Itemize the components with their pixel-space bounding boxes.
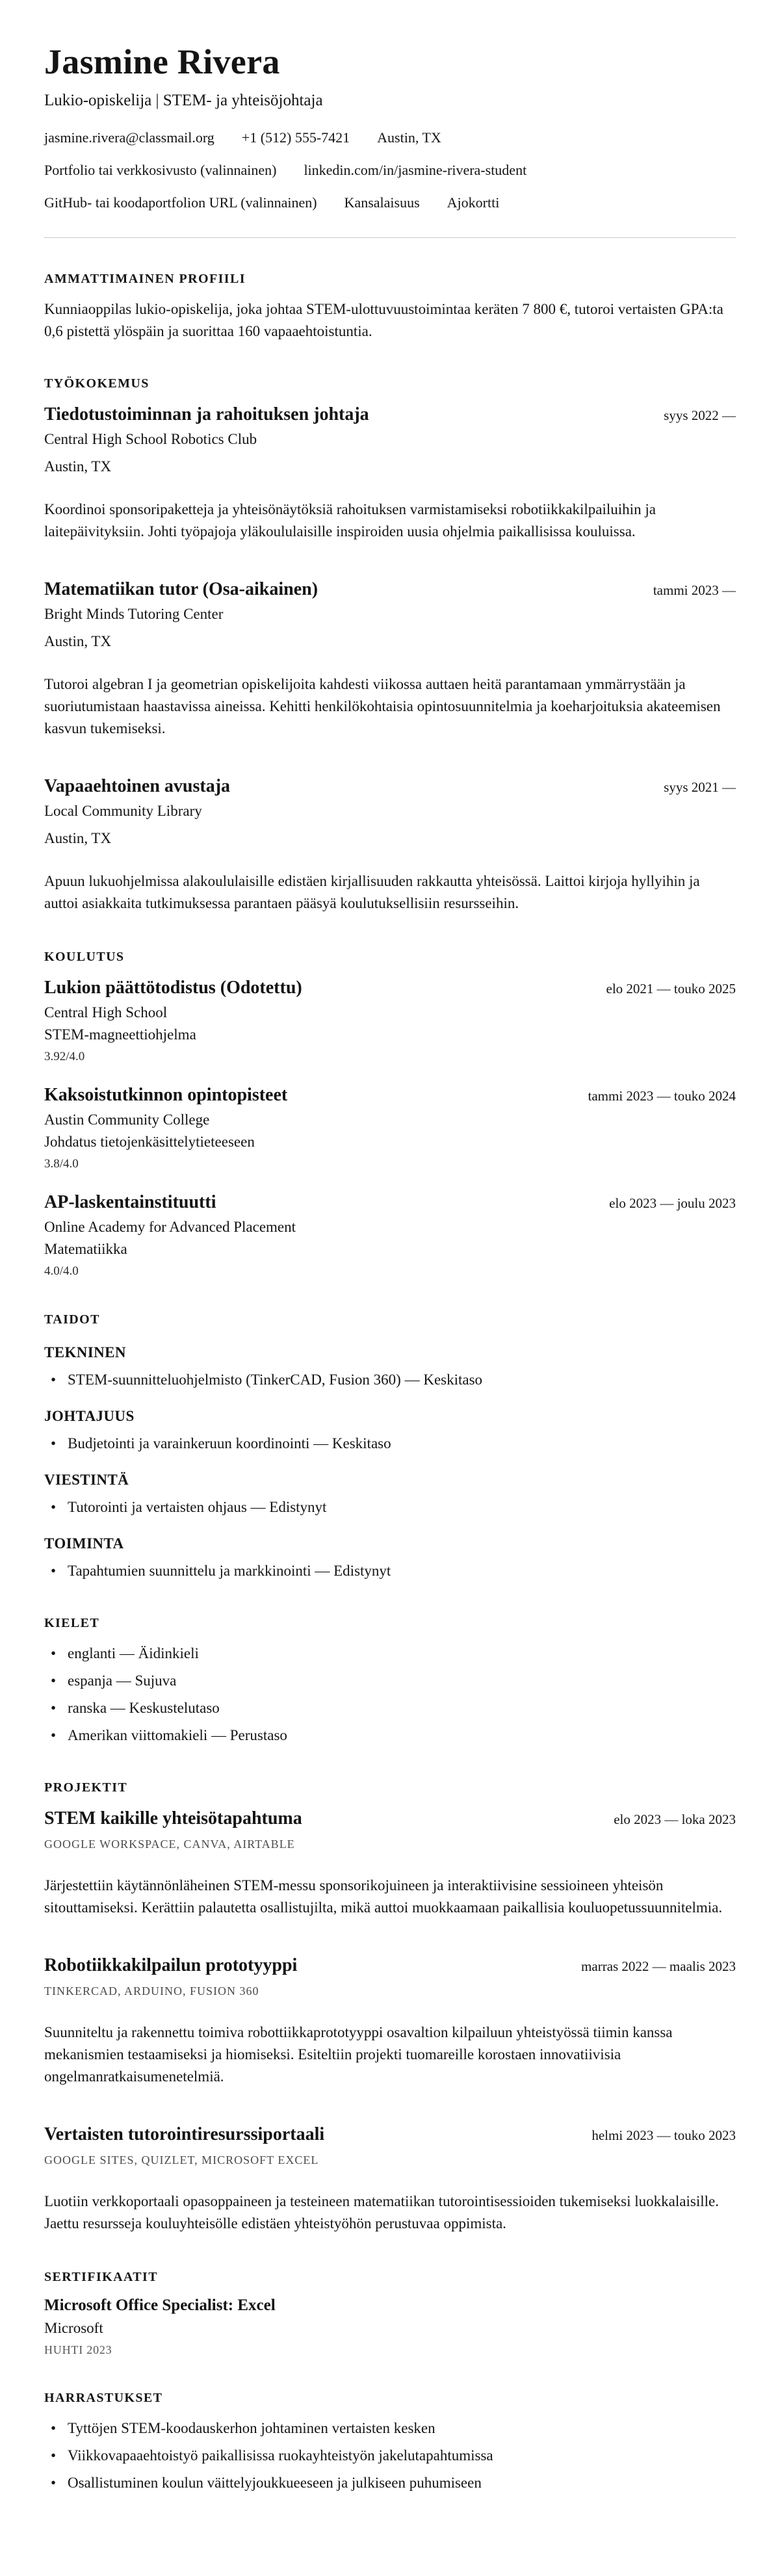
- project-entry: [44, 2123, 736, 2235]
- project-entry-header: [44, 1807, 736, 1830]
- contact-email: jasmine.rivera@classmail.org: [44, 129, 214, 146]
- contact-portfolio: Portfolio tai verkkosivusto (valinnainen): [44, 162, 277, 179]
- education-date: tammi 2023 — touko 2024: [588, 1088, 736, 1104]
- project-tools: GOOGLE SITES, QUIZLET, MICROSOFT EXCEL: [44, 2153, 319, 2167]
- project-description: Luotiin verkkoportaali opasoppaineen ja testeineen matematiikan tutorointisessioiden tukemiseksi luokkalaisille. Jaettu resursseja kouluyhteisölle edistäen yhteistyöhön perustuvaa oppimista.: [44, 2193, 719, 2232]
- job-description: Koordinoi sponsoripaketteja ja yhteisönäytöksiä rahoituksen varmistamiseksi robotiikkakilpailuihin ja laitepäivityksiin. Johti työpajoja yläkoululaisille inspiroiden uusia ohjelmia paikallisissa kouluissa.: [44, 501, 656, 540]
- project-description: Suunniteltu ja rakennettu toimiva robottiikkaprototyyppi osavaltion kilpailuun yhteistyössä tiimin kanssa mekanismien testaamiseksi ja hiomiseksi. Esiteltiin projekti tuomareille korostaen innovatiivisia ongelmanratkaisumenetelmiä.: [44, 2024, 673, 2085]
- section-work: [44, 376, 736, 915]
- contact-linkedin: linkedin.com/in/jasmine-rivera-student: [304, 162, 527, 179]
- language-item: • Amerikan viittomakieli — Perustaso: [44, 1724, 736, 1747]
- gpa-value: 3.8/4.0: [44, 1157, 79, 1171]
- job-title: Vapaaehtoinen avustaja: [44, 776, 231, 797]
- section-profile: [44, 272, 736, 343]
- skill-category-heading: VIESTINTÄ: [44, 1472, 129, 1489]
- job-location: Austin, TX: [44, 458, 112, 475]
- degree-title: Kaksoistutkinnon opintopisteet: [44, 1085, 288, 1106]
- cert-date: HUHTI 2023: [44, 2343, 112, 2357]
- skill-list: [44, 1369, 736, 1391]
- section-heading-skills: TAIDOT: [44, 1312, 100, 1327]
- language-item: • espanja — Sujuva: [44, 1670, 736, 1692]
- contact-row-3: [44, 194, 736, 211]
- skill-category: [44, 1472, 736, 1518]
- project-date: elo 2023 — loka 2023: [614, 1812, 736, 1828]
- project-entry: [44, 1954, 736, 2088]
- section-certifications: [44, 2270, 736, 2357]
- education-entry-header: [44, 1084, 736, 1106]
- job-title: Matematiikan tutor (Osa-aikainen): [44, 579, 318, 600]
- skill-category-heading: TEKNINEN: [44, 1344, 126, 1361]
- hobby-item: • Tyttöjen STEM-koodauskerhon johtaminen vertaisten kesken: [44, 2417, 736, 2439]
- language-list: [44, 1643, 736, 1747]
- cert-title: Microsoft Office Specialist: Excel: [44, 2296, 276, 2315]
- program-name: Johdatus tietojenkäsittelytieteeseen: [44, 1134, 255, 1151]
- project-tools: GOOGLE WORKSPACE, CANVA, AIRTABLE: [44, 1838, 295, 1851]
- section-heading-languages: KIELET: [44, 1616, 100, 1631]
- contact-row-2: [44, 162, 736, 179]
- contact-github: GitHub- tai koodaportfolion URL (valinnainen): [44, 194, 317, 211]
- education-date: elo 2021 — touko 2025: [606, 981, 736, 997]
- job-entry-header: [44, 578, 736, 601]
- subtitle: Lukio-opiskelija | STEM- ja yhteisöjohtaja: [44, 92, 323, 110]
- job-entry: [44, 403, 736, 543]
- job-date: syys 2022 —: [664, 408, 736, 424]
- skill-item: • Budjetointi ja varainkeruun koordinointi — Keskitaso: [44, 1433, 736, 1455]
- section-heading-certifications: SERTIFIKAATIT: [44, 2270, 158, 2285]
- project-date: helmi 2023 — touko 2023: [592, 2127, 736, 2144]
- skill-category-heading: TOIMINTA: [44, 1535, 124, 1552]
- skill-category-heading: JOHTAJUUS: [44, 1408, 135, 1425]
- profile-text: Kunniaoppilas lukio-opiskelija, joka johtaa STEM-ulottuvuustoimintaa keräten 7 800 €, tutoroi vertaisten GPA:ta 0,6 pistettä ylöspäin ja suorittaa 160 vapaaehtoistuntia.: [44, 301, 723, 340]
- job-location: Austin, TX: [44, 633, 112, 650]
- education-entry: [44, 1084, 736, 1171]
- skill-list: [44, 1496, 736, 1518]
- hobby-list: [44, 2417, 736, 2494]
- section-hobbies: [44, 2391, 736, 2494]
- skill-list: [44, 1560, 736, 1582]
- cert-issuer: Microsoft: [44, 2320, 103, 2337]
- skill-list: [44, 1433, 736, 1455]
- program-name: STEM-magneettiohjelma: [44, 1026, 196, 1043]
- contact-citizenship: Kansalaisuus: [344, 194, 420, 211]
- project-tools: TINKERCAD, ARDUINO, FUSION 360: [44, 1984, 259, 1998]
- project-entry-header: [44, 1954, 736, 1977]
- job-location: Austin, TX: [44, 830, 112, 847]
- section-heading-education: KOULUTUS: [44, 950, 125, 965]
- contact-drivers-license: Ajokortti: [447, 194, 500, 211]
- program-name: Matematiikka: [44, 1241, 127, 1258]
- job-date: syys 2021 —: [664, 779, 736, 796]
- hobby-item: • Viikkovapaaehtoistyö paikallisissa ruokayhteistyön jakelutapahtumissa: [44, 2445, 736, 2467]
- project-date: marras 2022 — maalis 2023: [581, 1958, 736, 1975]
- gpa-value: 3.92/4.0: [44, 1050, 85, 1064]
- degree-title: Lukion päättötodistus (Odotettu): [44, 978, 302, 998]
- school-name: Central High School: [44, 1004, 168, 1021]
- certification-entry: [44, 2296, 736, 2357]
- page-title: Jasmine Rivera: [44, 42, 280, 81]
- degree-title: AP-laskentainstituutti: [44, 1192, 216, 1213]
- skill-category: [44, 1408, 736, 1455]
- project-entry-header: [44, 2123, 736, 2146]
- education-entry-header: [44, 1191, 736, 1214]
- school-name: Online Academy for Advanced Placement: [44, 1219, 296, 1236]
- project-title: STEM kaikille yhteisötapahtuma: [44, 1808, 302, 1829]
- section-languages: [44, 1616, 736, 1747]
- skill-category: [44, 1344, 736, 1391]
- education-date: elo 2023 — joulu 2023: [609, 1195, 736, 1212]
- gpa-value: 4.0/4.0: [44, 1264, 79, 1279]
- job-entry-header: [44, 403, 736, 426]
- section-heading-profile: AMMATTIMAINEN PROFIILI: [44, 272, 246, 287]
- job-entry: [44, 578, 736, 740]
- contact-location: Austin, TX: [377, 129, 441, 146]
- project-title: Vertaisten tutorointiresurssiportaali: [44, 2124, 325, 2145]
- education-entry: [44, 1191, 736, 1279]
- resume-header: [44, 43, 736, 211]
- job-description: Tutoroi algebran I ja geometrian opiskelijoita kahdesti viikossa auttaen heitä parantamaan ymmärrystään ja suoriutumistaan haastavissa aineissa. Kehitti henkilökohtaisia opintosuunnitelmia ja koeharjoituksia akateemisen kasvun tukemiseksi.: [44, 676, 721, 737]
- job-company: Bright Minds Tutoring Center: [44, 606, 224, 623]
- project-title: Robotiikkakilpailun prototyyppi: [44, 1955, 298, 1976]
- language-item: • englanti — Äidinkieli: [44, 1643, 736, 1665]
- section-education: [44, 950, 736, 1279]
- job-entry: [44, 775, 736, 915]
- header-divider: [44, 237, 736, 238]
- job-description: Apuun lukuohjelmissa alakoululaisille edistäen kirjallisuuden rakkautta yhteisössä. Laittoi kirjoja hyllyihin ja auttoi asiakkaita tutkimuksessa parantaen pääsyä koulutuksellisiin resursseihin.: [44, 873, 700, 912]
- section-heading-work: TYÖKOKEMUS: [44, 376, 150, 391]
- job-title: Tiedotustoiminnan ja rahoituksen johtaja: [44, 404, 369, 425]
- job-company: Local Community Library: [44, 803, 202, 820]
- skill-item: • Tutorointi ja vertaisten ohjaus — Edistynyt: [44, 1496, 736, 1518]
- skill-category: [44, 1535, 736, 1582]
- hobby-item: • Osallistuminen koulun väittelyjoukkueeseen ja julkiseen puhumiseen: [44, 2472, 736, 2494]
- section-heading-projects: PROJEKTIT: [44, 1780, 128, 1795]
- education-entry-header: [44, 976, 736, 999]
- job-date: tammi 2023 —: [653, 582, 736, 599]
- school-name: Austin Community College: [44, 1112, 210, 1128]
- job-company: Central High School Robotics Club: [44, 431, 257, 448]
- skill-item: • STEM-suunnitteluohjelmisto (TinkerCAD, Fusion 360) — Keskitaso: [44, 1369, 736, 1391]
- contact-phone: +1 (512) 555-7421: [241, 129, 350, 146]
- section-heading-hobbies: HARRASTUKSET: [44, 2391, 163, 2406]
- project-entry: [44, 1807, 736, 1919]
- skill-item: • Tapahtumien suunnittelu ja markkinointi — Edistynyt: [44, 1560, 736, 1582]
- section-projects: [44, 1780, 736, 2235]
- job-entry-header: [44, 775, 736, 798]
- project-description: Järjestettiin käytännönläheinen STEM-messu sponsorikojuineen ja interaktiivisine sessioineen yhteisön sitouttamiseksi. Kerättiin palautetta osallistujilta, mikä auttoi muokkaamaan paikallisia kouluopetussuunnitelmia.: [44, 1877, 723, 1916]
- education-entry: [44, 976, 736, 1064]
- language-item: • ranska — Keskustelutaso: [44, 1697, 736, 1719]
- contact-row-1: [44, 129, 736, 146]
- section-skills: [44, 1312, 736, 1582]
